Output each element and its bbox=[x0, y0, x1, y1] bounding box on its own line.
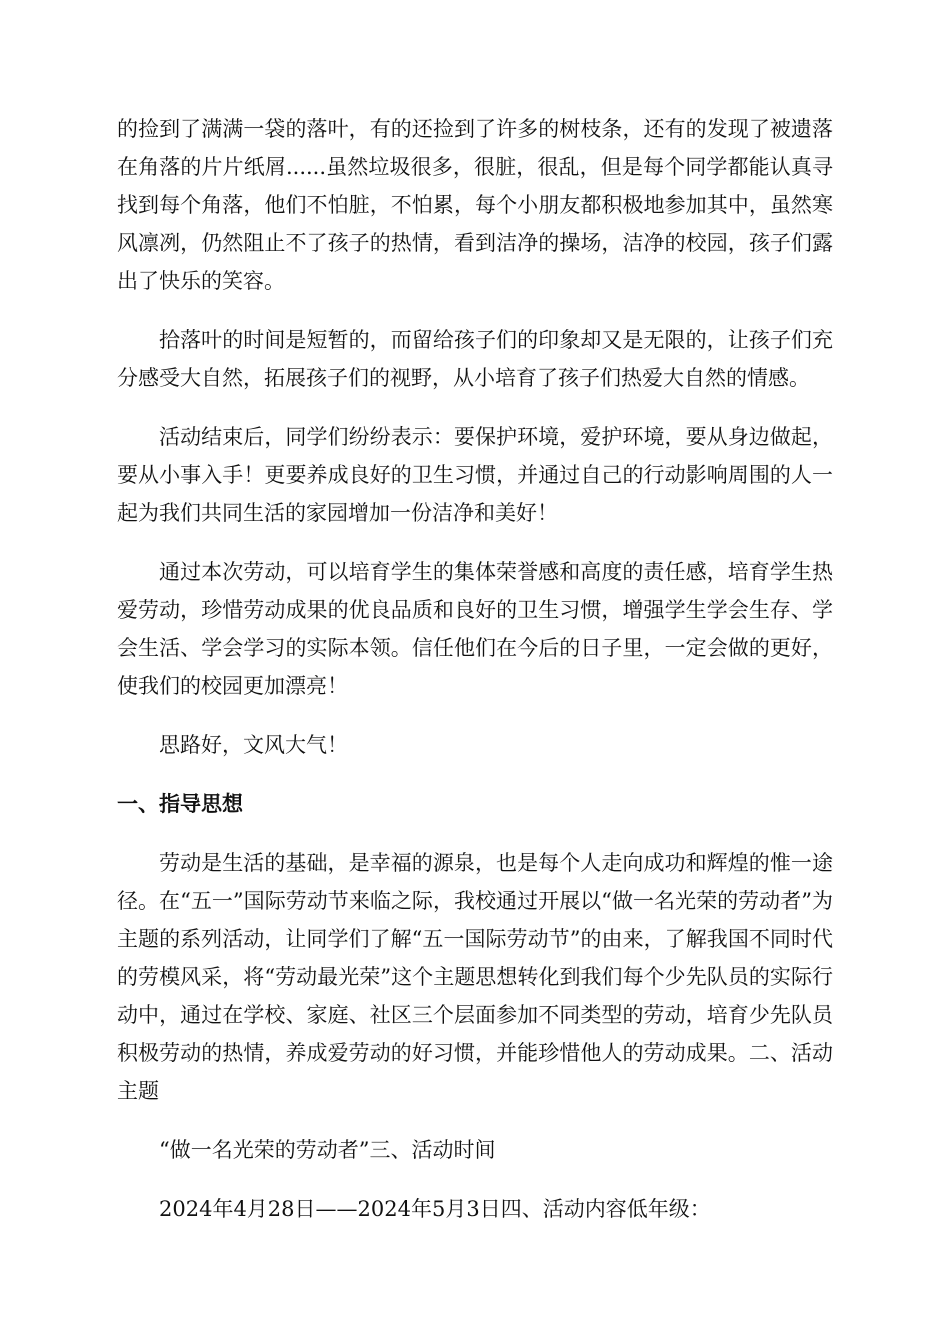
paragraph-3: 活动结束后，同学们纷纷表示：要保护环境，爱护环境，要从身边做起，要从小事入手！更要养成良好的卫生习惯，并通过自己的行动影响周围的人一起为我们共同生活的家园增加一份洁净和美好！ bbox=[117, 425, 833, 525]
section-paragraph-1: 劳动是生活的基础，是幸福的源泉，也是每个人走向成功和辉煌的惟一途径。在“五一”国际劳动节来临之际，我校通过开展以“做一名光荣的劳动者”为主题的系列活动，让同学们了解“五一国际劳动节”的由来，了解我国不同时代的劳模风采，将“劳动最光荣”这个主题思想转化到我们每个少先队员的实际行动中，通过在学校、家庭、社区三个层面参加不同类型的劳动，培育少先队员积极劳动的热情，养成爱劳动的好习惯，并能珍惜他人的劳动成果。二、活动主题 bbox=[117, 851, 833, 1103]
paragraph-2: 拾落叶的时间是短暂的，而留给孩子们的印象却又是无限的，让孩子们充分感受大自然，拓展孩子们的视野，从小培育了孩子们热爱大自然的情感。 bbox=[117, 328, 833, 390]
paragraph-4: 通过本次劳动，可以培育学生的集体荣誉感和高度的责任感，培育学生热爱劳动，珍惜劳动成果的优良品质和良好的卫生习惯，增强学生学会生存、学会生活、学会学习的实际本领。信任他们在今后的日子里，一定会做的更好，使我们的校园更加漂亮！ bbox=[117, 560, 833, 698]
section-heading: 一、指导思想 bbox=[117, 792, 243, 816]
document-page bbox=[117, 110, 833, 1228]
section-paragraph-3: 2024年4月28日——2024年5月3日四、活动内容低年级： bbox=[159, 1197, 711, 1221]
section-paragraph-2: “做一名光荣的劳动者”三、活动时间 bbox=[159, 1138, 496, 1162]
paragraph-5: 思路好，文风大气！ bbox=[159, 733, 348, 757]
paragraph-1: 的捡到了满满一袋的落叶，有的还捡到了许多的树枝条，还有的发现了被遗落在角落的片片纸屑......虽然垃圾很多，很脏，很乱，但是每个同学都能认真寻找到每个角落，他们不怕脏，不怕累，每个小朋友都积极地参加其中，虽然寒风凛冽，仍然阻止不了孩子的热情，看到洁净的操场，洁净的校园，孩子们露出了快乐的笑容。 bbox=[117, 117, 833, 293]
